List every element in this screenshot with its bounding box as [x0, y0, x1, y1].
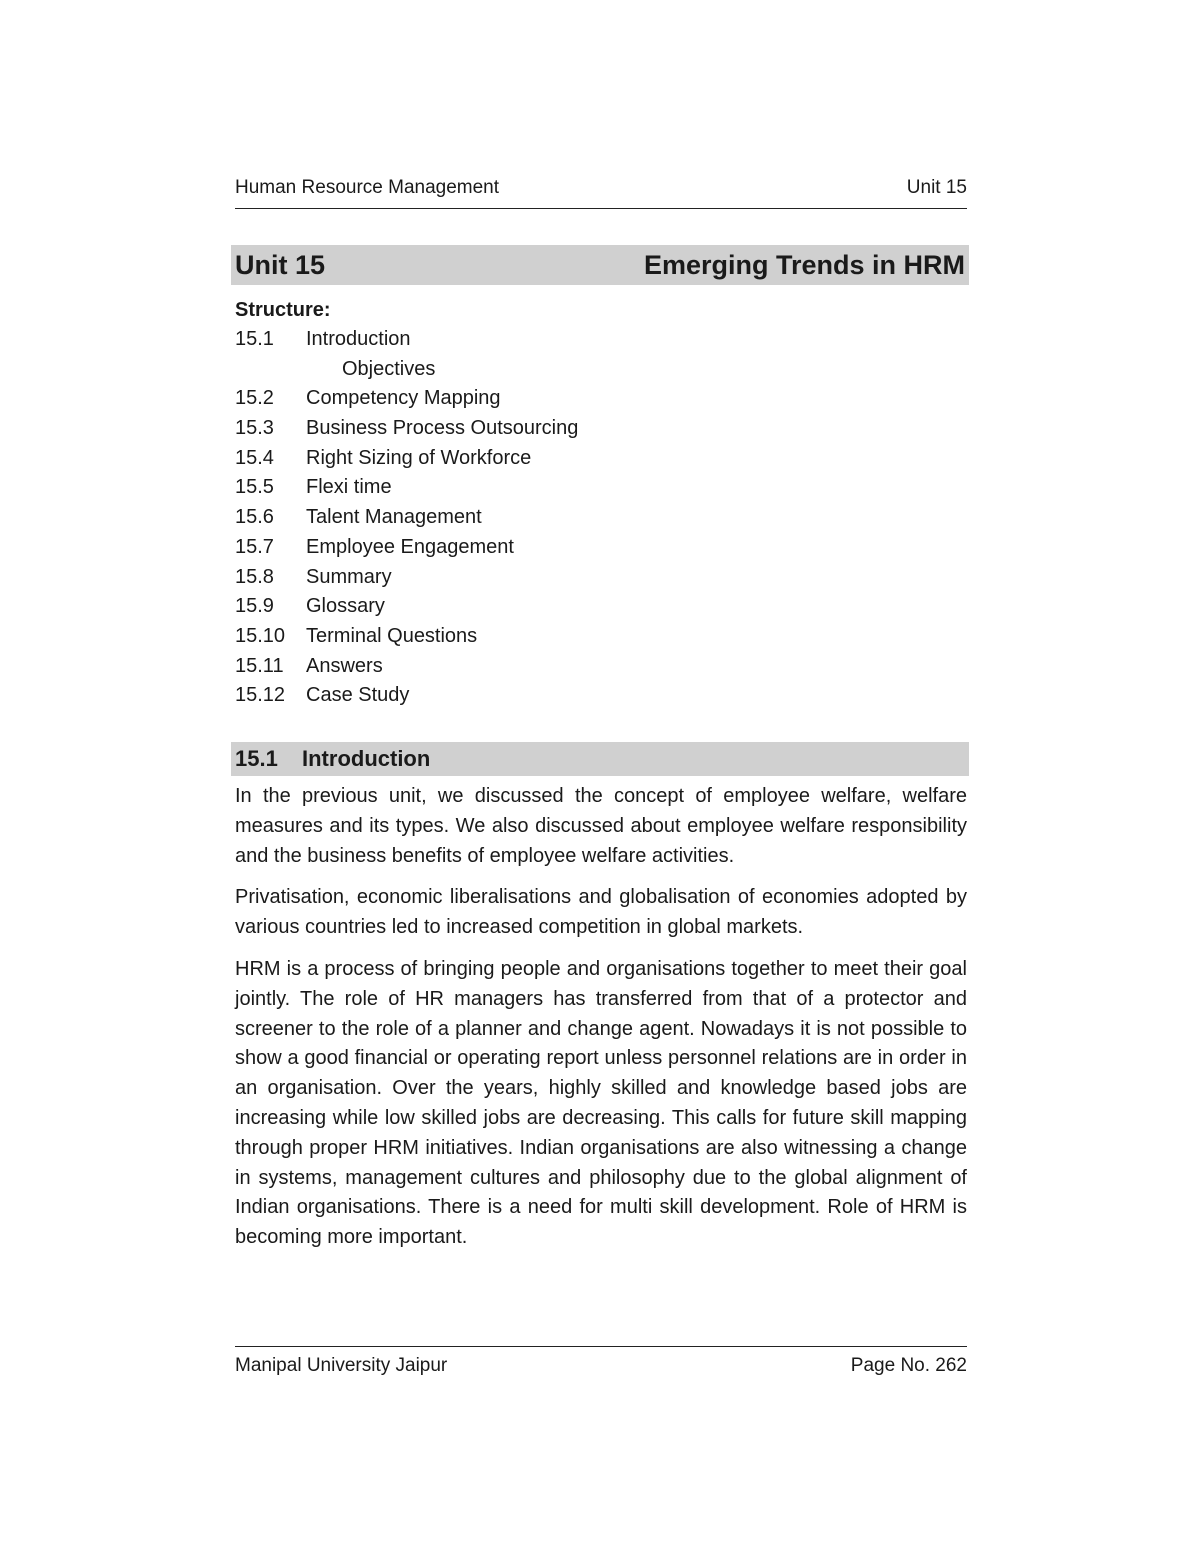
- structure-item-number: 15.3: [235, 417, 274, 440]
- structure-item: [235, 652, 578, 682]
- structure-item-number: 15.12: [235, 684, 286, 707]
- section-title: Introduction: [302, 746, 431, 771]
- structure-item-number: 15.11: [235, 654, 284, 677]
- structure-item: [235, 563, 578, 593]
- structure-list: [235, 325, 578, 711]
- body-paragraph: In the previous unit, we discussed the concept of employee welfare, welfare measures and its types. We also discussed about employee welfare responsibility and the business benefits of employee welfare activities.: [235, 785, 967, 867]
- structure-item-number: 15.10: [235, 624, 286, 647]
- structure-item: [235, 444, 578, 474]
- header-unit-label: Unit 15: [906, 177, 967, 198]
- header-book-title: Human Resource Management: [235, 177, 500, 198]
- structure-item-title: Glossary: [306, 595, 385, 618]
- structure-item-title: Talent Management: [306, 506, 482, 529]
- structure-item-number: 15.5: [235, 476, 274, 499]
- structure-item: [235, 622, 578, 652]
- structure-item: [235, 414, 578, 444]
- structure-heading: Structure:: [235, 299, 331, 321]
- structure-item-title: Terminal Questions: [306, 624, 478, 647]
- running-header: [235, 176, 967, 209]
- unit-title-banner: [231, 245, 969, 285]
- structure-item-title: Right Sizing of Workforce: [306, 446, 532, 469]
- footer-page-number: Page No. 262: [850, 1355, 967, 1376]
- body-paragraph: Privatisation, economic liberalisations and globalisation of economies adopted by various countries led to increased competition in global markets.: [235, 886, 967, 939]
- structure-item-number: 15.1: [235, 328, 274, 350]
- structure-item-number: 15.4: [235, 446, 274, 469]
- structure-item-number: [235, 355, 306, 385]
- structure-item-title: Business Process Outsourcing: [306, 417, 579, 440]
- footer-institution: Manipal University Jaipur: [235, 1355, 448, 1376]
- structure-item-title: Competency Mapping: [306, 387, 501, 410]
- structure-subitem: [235, 355, 578, 385]
- structure-item-number: 15.7: [235, 535, 274, 558]
- structure-item-title: Summary: [306, 565, 392, 588]
- structure-item: [235, 325, 578, 355]
- unit-title: Emerging Trends in HRM: [643, 249, 965, 280]
- structure-item: [235, 473, 578, 503]
- structure-item-number: 15.2: [235, 387, 274, 410]
- structure-item-number: 15.6: [235, 506, 274, 529]
- document-page: [235, 0, 967, 1553]
- structure-item-title: Case Study: [306, 684, 410, 707]
- structure-item: [235, 533, 578, 563]
- section-heading-banner: [231, 742, 969, 776]
- structure-item-title: Employee Engagement: [306, 535, 514, 558]
- structure-item: [235, 681, 578, 711]
- structure-item: [235, 384, 578, 414]
- page-footer: [235, 1346, 967, 1378]
- structure-item-title: Introduction: [306, 328, 411, 350]
- structure-item-title: Objectives: [342, 357, 436, 380]
- structure-item-number: 15.9: [235, 595, 274, 618]
- section-number: 15.1: [235, 746, 278, 771]
- structure-item-title: Flexi time: [306, 476, 392, 499]
- structure-item-number: 15.8: [235, 565, 274, 588]
- structure-item: [235, 592, 578, 622]
- structure-item-title: Answers: [306, 654, 383, 677]
- structure-item: [235, 503, 578, 533]
- body-paragraph: HRM is a process of bringing people and organisations together to meet their goal jointly. The role of HR managers has transferred from that of a protector and screener to the role of a planner and change agent. Nowadays it is not possible to show a good financial or operating report unless personnel relations are in order in an organisation. Over the years, highly skilled and knowledge based jobs are increasing while low skilled jobs are decreasing. This calls for future skill mapping through proper HRM initiatives. Indian organisations are also witnessing a change in systems, management cultures and philosophy due to the global alignment of Indian organisations. There is a need for multi skill development. Role of HRM is becoming more important.: [235, 957, 967, 1249]
- section-body: [235, 782, 967, 1265]
- unit-number: Unit 15: [235, 249, 326, 280]
